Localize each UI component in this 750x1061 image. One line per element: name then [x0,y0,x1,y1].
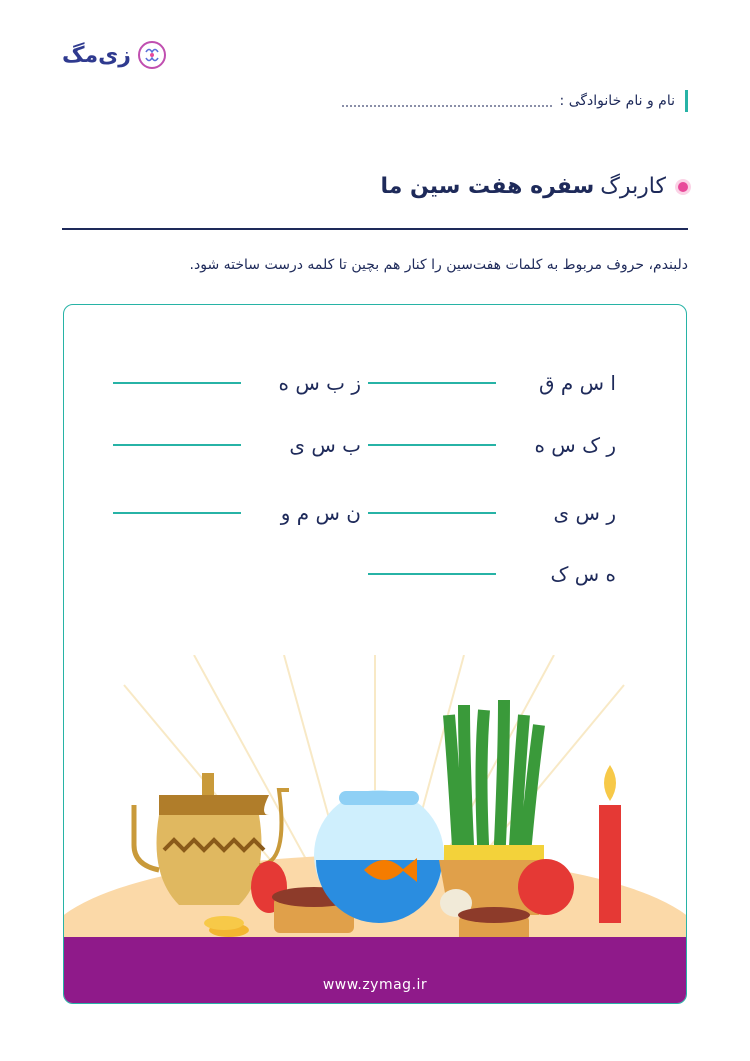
worksheet-card [63,304,687,1004]
logo-text: زی‌مگ [62,42,131,68]
answer-line[interactable] [368,444,496,446]
word-letters: ز ب س ه [278,371,361,395]
word-letters: ر س ی [553,501,616,525]
name-field[interactable] [342,90,688,112]
word-item [368,562,616,586]
brain-icon [137,40,167,70]
word-letters: ا س م ق [539,371,616,395]
title-bold: سفره هفت سین ما [380,174,595,199]
word-item [368,501,616,525]
word-item [113,371,361,395]
candle-icon [599,765,621,923]
word-letters: ه س ک [550,562,616,586]
answer-line[interactable] [113,382,241,384]
word-item [368,371,616,395]
title-light: کاربرگ [600,174,666,199]
name-dotted-line[interactable] [342,95,552,107]
footer-band [64,937,686,1003]
answer-line[interactable] [368,512,496,514]
word-letters: ب س ی [289,433,361,457]
answer-line[interactable] [113,444,241,446]
word-letters: ن س م و [280,501,361,525]
logo [62,40,167,70]
word-item [113,501,361,525]
word-item [368,433,616,457]
goldfish-bowl-icon [314,790,444,923]
name-accent-bar [685,90,688,112]
bullet-dot-icon [678,182,688,192]
word-item [113,433,361,457]
answer-line[interactable] [113,512,241,514]
instruction-text: دلبندم، حروف مربوط به کلمات هفت‌سین را کنار هم بچین تا کلمه درست ساخته شود. [189,257,688,273]
apple-icon [518,859,574,915]
page-title [380,174,688,199]
title-divider [62,228,688,230]
name-label: نام و نام خانوادگی : [559,93,675,109]
answer-line[interactable] [368,382,496,384]
word-letters: ر ک س ه [534,433,616,457]
footer-url[interactable]: www.zymag.ir [322,977,428,993]
answer-line[interactable] [368,573,496,575]
